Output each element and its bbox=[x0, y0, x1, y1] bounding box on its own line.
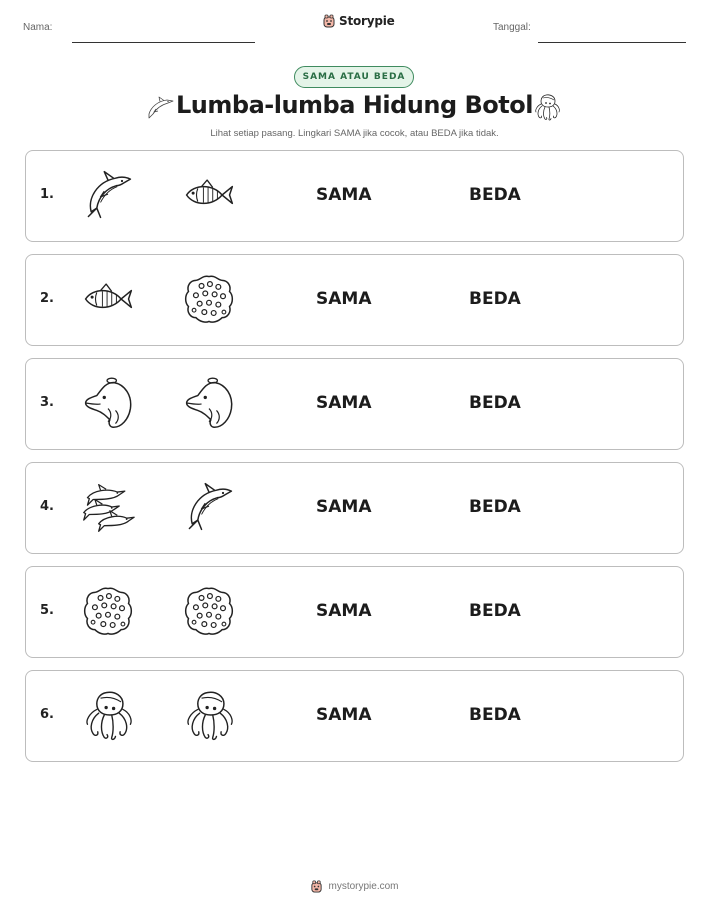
exercise-row bbox=[25, 462, 684, 554]
row-number: 5. bbox=[40, 603, 54, 618]
footer-url[interactable]: mystorypie.com bbox=[328, 881, 399, 892]
brand-logo bbox=[322, 14, 395, 28]
option-different[interactable]: BEDA bbox=[469, 601, 521, 621]
option-different[interactable]: BEDA bbox=[469, 393, 521, 413]
storypie-mascot-icon bbox=[322, 14, 336, 28]
row-number: 6. bbox=[40, 707, 54, 722]
exercise-row bbox=[25, 254, 684, 346]
exercise-row bbox=[25, 566, 684, 658]
squid-icon bbox=[181, 687, 237, 743]
name-line[interactable] bbox=[72, 42, 255, 43]
date-label: Tanggal: bbox=[493, 22, 531, 33]
option-same[interactable]: SAMA bbox=[316, 185, 372, 205]
worksheet-header bbox=[0, 10, 709, 40]
row-number: 4. bbox=[40, 499, 54, 514]
brand-name: Storypie bbox=[339, 14, 395, 28]
row-number: 3. bbox=[40, 395, 54, 410]
name-label: Nama: bbox=[23, 22, 53, 33]
fish-icon bbox=[181, 167, 237, 223]
exercise-row bbox=[25, 670, 684, 762]
option-same[interactable]: SAMA bbox=[316, 601, 372, 621]
option-same[interactable]: SAMA bbox=[316, 705, 372, 725]
footer bbox=[0, 880, 709, 893]
dolphin-jumping-icon bbox=[80, 167, 136, 223]
page-title: Lumba-lumba Hidung Botol bbox=[176, 91, 533, 119]
coral-icon bbox=[181, 583, 237, 639]
option-different[interactable]: BEDA bbox=[469, 705, 521, 725]
storypie-mascot-icon bbox=[310, 880, 323, 893]
dolphin-jumping-icon bbox=[181, 479, 237, 535]
dolphin-group-icon bbox=[80, 479, 136, 535]
squid-icon bbox=[80, 687, 136, 743]
exercise-row bbox=[25, 150, 684, 242]
coral-icon bbox=[181, 271, 237, 327]
option-different[interactable]: BEDA bbox=[469, 497, 521, 517]
dolphin-head-icon bbox=[80, 375, 136, 431]
instructions: Lihat setiap pasang. Lingkari SAMA jika cocok, atau BEDA jika tidak. bbox=[210, 128, 499, 139]
option-same[interactable]: SAMA bbox=[316, 393, 372, 413]
squid-icon bbox=[532, 92, 562, 122]
dolphin-head-icon bbox=[181, 375, 237, 431]
option-different[interactable]: BEDA bbox=[469, 289, 521, 309]
coral-icon bbox=[80, 583, 136, 639]
option-different[interactable]: BEDA bbox=[469, 185, 521, 205]
fish-icon bbox=[80, 271, 136, 327]
worksheet-badge: SAMA ATAU BEDA bbox=[294, 66, 414, 88]
option-same[interactable]: SAMA bbox=[316, 497, 372, 517]
exercise-row bbox=[25, 358, 684, 450]
row-number: 2. bbox=[40, 291, 54, 306]
row-number: 1. bbox=[40, 187, 54, 202]
date-line[interactable] bbox=[538, 42, 686, 43]
option-same[interactable]: SAMA bbox=[316, 289, 372, 309]
